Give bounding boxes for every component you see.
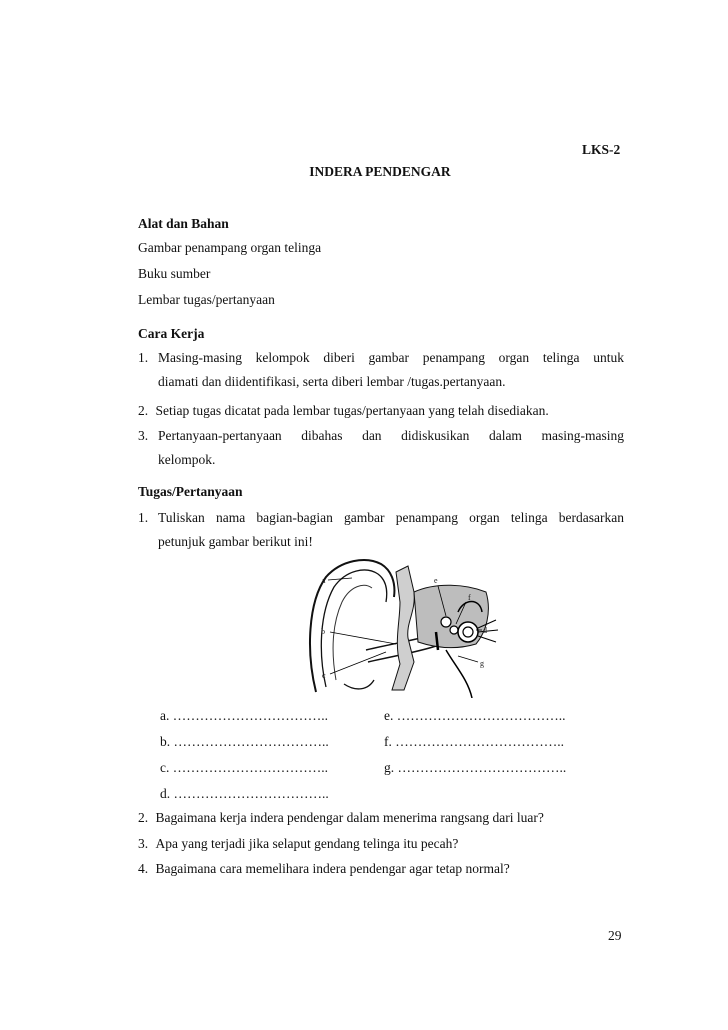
step-text-line: kelompok.: [158, 452, 216, 467]
ear-cross-section-figure: [296, 552, 510, 698]
page-number: 29: [608, 928, 622, 943]
procedure-heading: Cara Kerja: [138, 326, 205, 341]
step-text-line: diamati dan diidentifikasi, serta diberi lembar /tugas.pertanyaan.: [158, 374, 506, 389]
task-question-3: [138, 836, 458, 852]
figure-label-f: f: [468, 593, 471, 602]
materials-item: Lembar tugas/pertanyaan: [138, 292, 275, 307]
question-number: 2.: [138, 810, 149, 825]
tasks-heading: Tugas/Pertanyaan: [138, 484, 243, 499]
question-text: Bagaimana kerja indera pendengar dalam menerima rangsang dari luar?: [155, 810, 544, 825]
task-question-4: [138, 861, 510, 877]
figure-label-d: d: [483, 626, 487, 635]
middle-inner-ear-bone: [414, 585, 488, 647]
cochlea: [458, 622, 478, 642]
ossicle: [450, 626, 458, 634]
answer-line-f[interactable]: f. ………………………………..: [384, 734, 564, 749]
question-text-line: petunjuk gambar berikut ini!: [158, 534, 313, 549]
figure-label-a: a: [322, 576, 326, 585]
procedure-step-2: [138, 403, 549, 419]
step-number: 3.: [138, 428, 149, 443]
materials-heading: Alat dan Bahan: [138, 216, 229, 231]
question-number: 3.: [138, 836, 149, 851]
task-question-1: [138, 510, 624, 550]
figure-label-c: c: [322, 671, 326, 680]
procedure-step-1: [138, 350, 624, 390]
answer-line-g[interactable]: g. ………………………………..: [384, 760, 567, 775]
step-text-line: Setiap tugas dicatat pada lembar tugas/pertanyaan yang telah disediakan.: [155, 403, 549, 418]
answer-line-a[interactable]: a. ……………………………..: [160, 708, 328, 723]
question-text: Bagaimana cara memelihara indera pendengar agar tetap normal?: [155, 861, 510, 876]
step-number: 1.: [138, 350, 149, 365]
question-text-line: Tuliskan nama bagian-bagian gambar penampang organ telinga berdasarkan: [158, 510, 624, 525]
answer-line-e[interactable]: e. ………………………………..: [384, 708, 566, 723]
sheet-code: LKS-2: [582, 142, 621, 157]
procedure-step-3: [138, 428, 624, 468]
page-title: INDERA PENDENGAR: [309, 164, 451, 179]
task-question-2: [138, 810, 544, 826]
answer-line-d[interactable]: d. ……………………………..: [160, 786, 329, 801]
materials-item: Gambar penampang organ telinga: [138, 240, 322, 255]
question-number: 1.: [138, 510, 149, 525]
question-number: 4.: [138, 861, 149, 876]
question-text: Apa yang terjadi jika selaput gendang telinga itu pecah?: [155, 836, 459, 851]
figure-label-e: e: [434, 576, 438, 585]
figure-label-b: b: [321, 627, 325, 636]
ossicle: [441, 617, 451, 627]
materials-item: Buku sumber: [138, 266, 211, 281]
step-number: 2.: [138, 403, 149, 418]
step-text-line: Masing-masing kelompok diberi gambar penampang organ telinga untuk: [158, 350, 624, 365]
figure-label-g: g: [480, 659, 484, 668]
step-text-line: Pertanyaan-pertanyaan dibahas dan didiskusikan dalam masing-masing: [158, 428, 624, 443]
answer-line-b[interactable]: b. ……………………………..: [160, 734, 329, 749]
answer-line-c[interactable]: c. ……………………………..: [160, 760, 328, 775]
